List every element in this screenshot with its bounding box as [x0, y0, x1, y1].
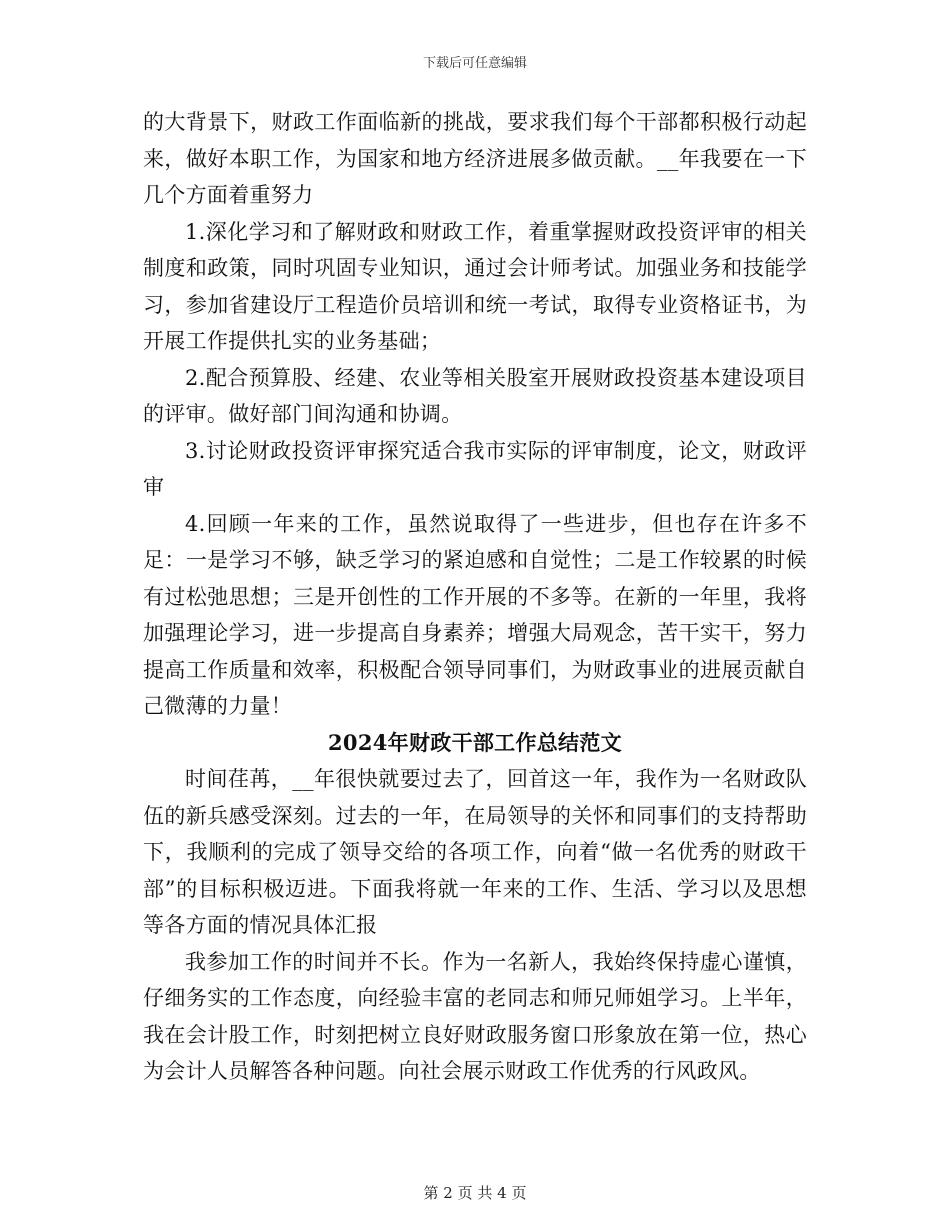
page-footer: 第 2 页 共 4 页 [423, 1184, 527, 1202]
section-title: 2024年财政干部工作总结范文 [328, 729, 622, 755]
paragraph-item-3: 3.讨论财政投资评审探究适合我市实际的评审制度，论文，财政评审 [143, 438, 807, 499]
paragraph-continuation: 的大背景下，财政工作面临新的挑战，要求我们每个干部都积极行动起来，做好本职工作，为国家和地方经济进展多做贡献。__年我要在一下几个方面着重努力 [143, 110, 807, 207]
paragraph-item-1: 1.深化学习和了解财政和财政工作，着重掌握财政投资评审的相关制度和政策，同时巩固专业知识，通过会计师考试。加强业务和技能学习，参加省建设厅工程造价员培训和统一考试，取得专业资格证书，为开展工作提供扎实的业务基础； [143, 219, 807, 353]
paragraph-intro: 时间荏苒，__年很快就要过去了，回首这一年，我作为一名财政队伍的新兵感受深刻。过去的一年，在局领导的关怀和同事们的支持帮助下，我顺利的完成了领导交给的各项工作，向着“做一名优秀的财政干部”的目标积极迈进。下面我将就一年来的工作、生活、学习以及思想等各方面的情况具体汇报 [143, 767, 807, 937]
paragraph-work: 我参加工作的时间并不长。作为一名新人，我始终保持虚心谨慎，仔细务实的工作态度，向经验丰富的老同志和师兄师姐学习。上半年，我在会计股工作，时刻把树立良好财政服务窗口形象放在第一位，热心为会计人员解答各种问题。向社会展示财政工作优秀的行风政风。 [143, 949, 807, 1083]
paragraph-item-4: 4.回顾一年来的工作，虽然说取得了一些进步，但也存在许多不足：一是学习不够，缺乏学习的紧迫感和自觉性；二是工作较累的时候有过松弛思想；三是开创性的工作开展的不多等。在新的一年里，我将加强理论学习，进一步提高自身素养；增强大局观念，苦干实干，努力提高工作质量和效率，积极配合领导同事们，为财政事业的进展贡献自己微薄的力量！ [143, 511, 807, 718]
page-header: 下载后可任意编辑 [422, 56, 527, 71]
paragraph-item-2: 2.配合预算股、经建、农业等相关股室开展财政投资基本建设项目的评审。做好部门间沟通和协调。 [143, 365, 807, 426]
document-body [143, 104, 807, 1090]
